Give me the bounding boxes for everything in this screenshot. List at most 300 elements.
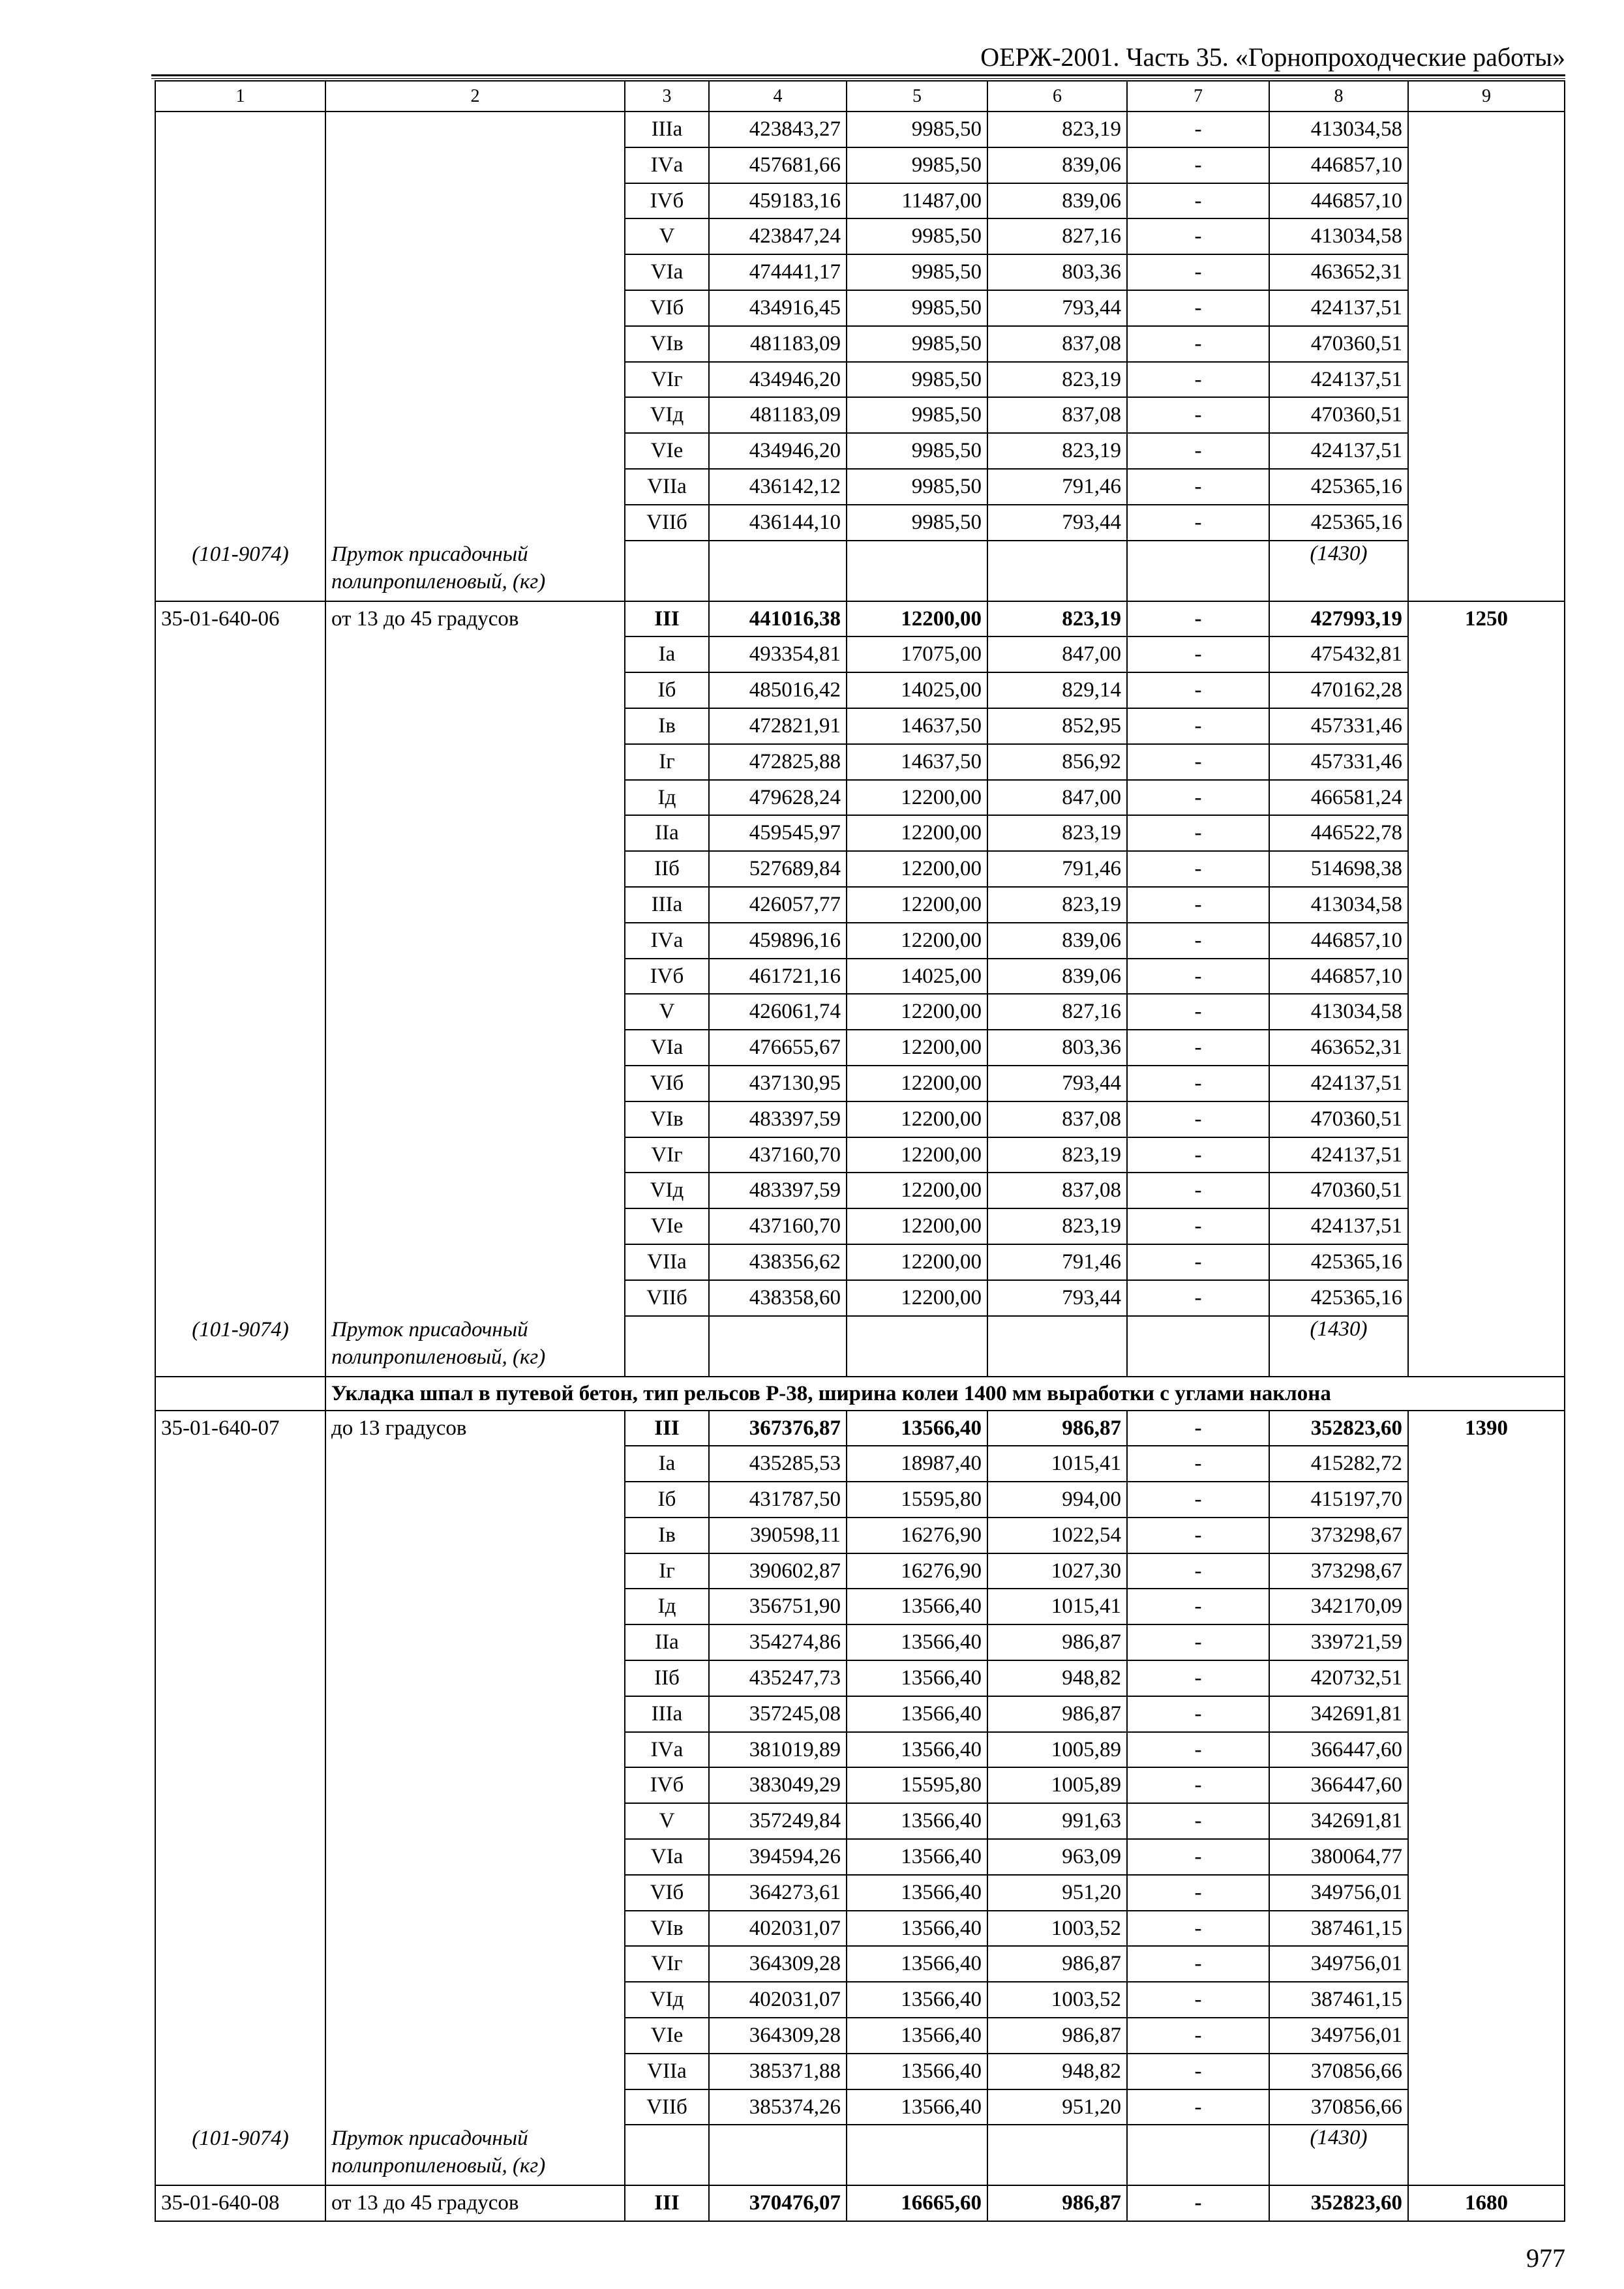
- column-number: 1: [155, 81, 325, 112]
- category-cell: VIIб: [625, 1280, 709, 1316]
- materials-cell: 457331,46: [1269, 744, 1408, 780]
- description-cell: [325, 469, 625, 505]
- description-cell: [325, 708, 625, 744]
- machine-cost-cell: 823,19: [987, 601, 1127, 637]
- labor-cell: [1408, 147, 1565, 183]
- total-cost-cell: 370476,07: [709, 2185, 847, 2221]
- driver-wage-cell: -: [1127, 780, 1269, 816]
- labor-cell: [1408, 1030, 1565, 1066]
- machine-cost-cell: 951,20: [987, 2089, 1127, 2125]
- category-cell: IIIа: [625, 112, 709, 147]
- machine-cost-cell: 823,19: [987, 815, 1127, 851]
- code-cell: [155, 1767, 325, 1803]
- machine-cost-cell: 837,08: [987, 1173, 1127, 1208]
- wage-cell: 9985,50: [847, 147, 987, 183]
- labor-cell: [1408, 923, 1565, 959]
- machine-cost-cell: 986,87: [987, 1624, 1127, 1660]
- code-cell: [155, 780, 325, 816]
- description-cell: [325, 1767, 625, 1803]
- code-cell: [155, 1982, 325, 2018]
- materials-cell: 446857,10: [1269, 959, 1408, 995]
- description-cell: [325, 1066, 625, 1101]
- description-cell: [325, 780, 625, 816]
- labor-cell: [1408, 1803, 1565, 1839]
- wage-cell: 15595,80: [847, 1482, 987, 1518]
- code-cell: [155, 112, 325, 147]
- column-number: 7: [1127, 81, 1269, 112]
- header-rule-thin: [151, 78, 1565, 79]
- total-cost-cell: 434916,45: [709, 290, 847, 326]
- machine-cost-cell: 827,16: [987, 218, 1127, 254]
- driver-wage-cell: -: [1127, 1911, 1269, 1947]
- wage-cell: 13566,40: [847, 1660, 987, 1696]
- table-row: [155, 1137, 1565, 1173]
- table-row: [155, 112, 1565, 147]
- labor-cell: [1408, 708, 1565, 744]
- materials-cell: 413034,58: [1269, 112, 1408, 147]
- code-cell: [155, 1553, 325, 1589]
- driver-wage-cell: -: [1127, 636, 1269, 672]
- driver-wage-cell: -: [1127, 672, 1269, 708]
- total-cost-cell: 438356,62: [709, 1244, 847, 1280]
- material-note-row: [155, 1316, 1565, 1377]
- machine-cost-cell: 994,00: [987, 1482, 1127, 1518]
- driver-wage-cell: -: [1127, 994, 1269, 1030]
- wage-cell: 14637,50: [847, 708, 987, 744]
- table-row-main: [155, 2185, 1565, 2221]
- wage-cell: 9985,50: [847, 290, 987, 326]
- code-cell: [155, 1280, 325, 1316]
- total-cost-cell: 423843,27: [709, 112, 847, 147]
- materials-cell: 415282,72: [1269, 1446, 1408, 1482]
- driver-wage-cell: -: [1127, 397, 1269, 433]
- wage-cell: 9985,50: [847, 218, 987, 254]
- machine-cost-cell: 963,09: [987, 1839, 1127, 1875]
- machine-cost-cell: 948,82: [987, 1660, 1127, 1696]
- labor-cell: [1408, 254, 1565, 290]
- driver-wage-cell: -: [1127, 290, 1269, 326]
- table-row: [155, 1839, 1565, 1875]
- category-cell: VIв: [625, 1101, 709, 1137]
- labor-cell: [1408, 397, 1565, 433]
- driver-wage-cell: -: [1127, 851, 1269, 887]
- wage-cell: 9985,50: [847, 469, 987, 505]
- description-cell: [325, 994, 625, 1030]
- table-row: [155, 1589, 1565, 1624]
- category-cell: IIIа: [625, 887, 709, 923]
- wage-cell: 14025,00: [847, 672, 987, 708]
- materials-cell: 470360,51: [1269, 326, 1408, 362]
- machine-cost-cell: 951,20: [987, 1875, 1127, 1911]
- material-consumption-cell: (1430): [1269, 2125, 1408, 2185]
- driver-wage-cell: -: [1127, 1518, 1269, 1553]
- materials-cell: 446857,10: [1269, 923, 1408, 959]
- category-cell: IVа: [625, 1732, 709, 1768]
- materials-cell: 466581,24: [1269, 780, 1408, 816]
- code-cell: [155, 1446, 325, 1482]
- total-cost-cell: 457681,66: [709, 147, 847, 183]
- materials-cell: 349756,01: [1269, 1875, 1408, 1911]
- driver-wage-cell: -: [1127, 1066, 1269, 1101]
- table-row: [155, 1875, 1565, 1911]
- wage-cell: 9985,50: [847, 362, 987, 398]
- category-cell: III: [625, 601, 709, 637]
- materials-cell: 370856,66: [1269, 2089, 1408, 2125]
- total-cost-cell: 438358,60: [709, 1280, 847, 1316]
- code-cell: [155, 959, 325, 995]
- machine-cost-cell: 948,82: [987, 2054, 1127, 2089]
- description-cell: [325, 1137, 625, 1173]
- labor-cell: [1408, 505, 1565, 541]
- category-cell: Iв: [625, 708, 709, 744]
- wage-cell: 9985,50: [847, 326, 987, 362]
- labor-cell: [1408, 1208, 1565, 1244]
- category-cell: Iб: [625, 1482, 709, 1518]
- code-cell: [155, 1946, 325, 1982]
- code-cell: [155, 1244, 325, 1280]
- total-cost-cell: 459896,16: [709, 923, 847, 959]
- material-consumption-cell: (1430): [1269, 1316, 1408, 1377]
- code-cell: [155, 815, 325, 851]
- category-cell: VIIб: [625, 505, 709, 541]
- table-row: [155, 780, 1565, 816]
- category-cell: III: [625, 1411, 709, 1446]
- code-cell: [155, 362, 325, 398]
- driver-wage-cell: -: [1127, 1446, 1269, 1482]
- table-row: [155, 1446, 1565, 1482]
- machine-cost-cell: 823,19: [987, 112, 1127, 147]
- machine-cost-cell: 1022,54: [987, 1518, 1127, 1553]
- machine-cost-cell: 791,46: [987, 851, 1127, 887]
- table-row: [155, 1911, 1565, 1947]
- materials-cell: 349756,01: [1269, 2018, 1408, 2054]
- wage-cell: 9985,50: [847, 433, 987, 469]
- labor-cell: [1408, 1732, 1565, 1768]
- total-cost-cell: 437160,70: [709, 1137, 847, 1173]
- labor-cell: [1408, 780, 1565, 816]
- total-cost-cell: 474441,17: [709, 254, 847, 290]
- wage-cell: 16665,60: [847, 2185, 987, 2221]
- material-note-row: [155, 541, 1565, 601]
- column-number: 2: [325, 81, 625, 112]
- category-cell: VIа: [625, 1030, 709, 1066]
- driver-wage-cell: -: [1127, 1589, 1269, 1624]
- driver-wage-cell: -: [1127, 147, 1269, 183]
- table-row: [155, 1482, 1565, 1518]
- table-row: [155, 1803, 1565, 1839]
- category-cell: Iд: [625, 1589, 709, 1624]
- wage-cell: 12200,00: [847, 601, 987, 637]
- materials-cell: 463652,31: [1269, 1030, 1408, 1066]
- description-cell: [325, 1244, 625, 1280]
- table-row: [155, 994, 1565, 1030]
- category-cell: VIб: [625, 1066, 709, 1101]
- materials-cell: 427993,19: [1269, 601, 1408, 637]
- description-cell: [325, 923, 625, 959]
- materials-cell: 470360,51: [1269, 1173, 1408, 1208]
- wage-cell: 13566,40: [847, 2018, 987, 2054]
- total-cost-cell: 436144,10: [709, 505, 847, 541]
- code-cell: [155, 2089, 325, 2125]
- labor-cell: [1408, 851, 1565, 887]
- wage-cell: 16276,90: [847, 1553, 987, 1589]
- total-cost-cell: 402031,07: [709, 1982, 847, 2018]
- driver-wage-cell: -: [1127, 1411, 1269, 1446]
- column-number: 4: [709, 81, 847, 112]
- table-row: [155, 1066, 1565, 1101]
- machine-cost-cell: 1003,52: [987, 1911, 1127, 1947]
- wage-cell: 14025,00: [847, 959, 987, 995]
- wage-cell: 15595,80: [847, 1767, 987, 1803]
- driver-wage-cell: -: [1127, 362, 1269, 398]
- code-cell: [155, 1208, 325, 1244]
- code-cell: [155, 1518, 325, 1553]
- machine-cost-cell: 823,19: [987, 1208, 1127, 1244]
- total-cost-cell: 385371,88: [709, 2054, 847, 2089]
- description-cell: [325, 2089, 625, 2125]
- category-cell: V: [625, 218, 709, 254]
- wage-cell: 13566,40: [847, 1911, 987, 1947]
- driver-wage-cell: -: [1127, 183, 1269, 219]
- labor-cell: [1408, 2054, 1565, 2089]
- machine-cost-cell: 793,44: [987, 1280, 1127, 1316]
- wage-cell: 13566,40: [847, 1875, 987, 1911]
- description-cell: [325, 1518, 625, 1553]
- labor-cell: [1408, 1875, 1565, 1911]
- code-cell: [155, 1137, 325, 1173]
- wage-cell: 9985,50: [847, 254, 987, 290]
- total-cost-cell: 481183,09: [709, 326, 847, 362]
- category-cell: IIа: [625, 815, 709, 851]
- wage-cell: 13566,40: [847, 1589, 987, 1624]
- description-cell: [325, 1446, 625, 1482]
- code-cell: [155, 923, 325, 959]
- category-cell: VIIа: [625, 469, 709, 505]
- labor-cell: [1408, 2125, 1565, 2185]
- driver-wage-cell: -: [1127, 923, 1269, 959]
- driver-wage-cell: -: [1127, 2089, 1269, 2125]
- wage-cell: 12200,00: [847, 1030, 987, 1066]
- empty-cell: [987, 2125, 1127, 2185]
- table-row: [155, 1173, 1565, 1208]
- code-cell: [155, 218, 325, 254]
- code-cell: 35-01-640-06: [155, 601, 325, 637]
- machine-cost-cell: 823,19: [987, 362, 1127, 398]
- table-row: [155, 1101, 1565, 1137]
- code-cell: [155, 887, 325, 923]
- price-table-body: [155, 81, 1565, 2221]
- table-row: [155, 147, 1565, 183]
- table-row: [155, 959, 1565, 995]
- category-cell: IIб: [625, 851, 709, 887]
- code-cell: [155, 1173, 325, 1208]
- machine-cost-cell: 791,46: [987, 469, 1127, 505]
- category-cell: VIб: [625, 290, 709, 326]
- machine-cost-cell: 803,36: [987, 1030, 1127, 1066]
- column-number: 3: [625, 81, 709, 112]
- category-cell: V: [625, 1803, 709, 1839]
- wage-cell: 9985,50: [847, 397, 987, 433]
- materials-cell: 387461,15: [1269, 1911, 1408, 1947]
- code-cell: [155, 1875, 325, 1911]
- category-cell: VIг: [625, 1137, 709, 1173]
- table-row: [155, 1660, 1565, 1696]
- wage-cell: 11487,00: [847, 183, 987, 219]
- category-cell: III: [625, 2185, 709, 2221]
- labor-cell: [1408, 1767, 1565, 1803]
- code-cell: [155, 1101, 325, 1137]
- total-cost-cell: 436142,12: [709, 469, 847, 505]
- wage-cell: 12200,00: [847, 851, 987, 887]
- materials-cell: 370856,66: [1269, 2054, 1408, 2089]
- materials-cell: 457331,46: [1269, 708, 1408, 744]
- total-cost-cell: 357249,84: [709, 1803, 847, 1839]
- table-row: [155, 1946, 1565, 1982]
- table-row: [155, 218, 1565, 254]
- category-cell: VIд: [625, 397, 709, 433]
- code-cell: [155, 1803, 325, 1839]
- wage-cell: 12200,00: [847, 780, 987, 816]
- wage-cell: 12200,00: [847, 994, 987, 1030]
- machine-cost-cell: 839,06: [987, 183, 1127, 219]
- description-cell: [325, 1982, 625, 2018]
- total-cost-cell: 493354,81: [709, 636, 847, 672]
- category-cell: IVб: [625, 1767, 709, 1803]
- code-cell: [155, 1696, 325, 1732]
- code-cell: [155, 397, 325, 433]
- code-cell: [155, 636, 325, 672]
- category-cell: VIIа: [625, 2054, 709, 2089]
- code-cell: [155, 1482, 325, 1518]
- driver-wage-cell: -: [1127, 1101, 1269, 1137]
- description-cell: [325, 1482, 625, 1518]
- driver-wage-cell: -: [1127, 326, 1269, 362]
- table-row: [155, 1244, 1565, 1280]
- materials-cell: 446522,78: [1269, 815, 1408, 851]
- total-cost-cell: 472825,88: [709, 744, 847, 780]
- total-cost-cell: 394594,26: [709, 1839, 847, 1875]
- total-cost-cell: 483397,59: [709, 1101, 847, 1137]
- total-cost-cell: 479628,24: [709, 780, 847, 816]
- wage-cell: 13566,40: [847, 1946, 987, 1982]
- materials-cell: 463652,31: [1269, 254, 1408, 290]
- wage-cell: 17075,00: [847, 636, 987, 672]
- wage-cell: 12200,00: [847, 1066, 987, 1101]
- wage-cell: 12200,00: [847, 1137, 987, 1173]
- description-cell: [325, 218, 625, 254]
- code-cell: [155, 254, 325, 290]
- description-cell: от 13 до 45 градусов: [325, 2185, 625, 2221]
- description-cell: [325, 2054, 625, 2089]
- driver-wage-cell: -: [1127, 1696, 1269, 1732]
- machine-cost-cell: 793,44: [987, 1066, 1127, 1101]
- total-cost-cell: 364309,28: [709, 1946, 847, 1982]
- code-cell: [155, 290, 325, 326]
- materials-cell: 446857,10: [1269, 183, 1408, 219]
- table-row: [155, 1982, 1565, 2018]
- machine-cost-cell: 837,08: [987, 1101, 1127, 1137]
- labor-cell: [1408, 1518, 1565, 1553]
- column-number: 6: [987, 81, 1127, 112]
- labor-cell: [1408, 1244, 1565, 1280]
- code-cell: [155, 1030, 325, 1066]
- machine-cost-cell: 791,46: [987, 1244, 1127, 1280]
- table-row-main: [155, 1411, 1565, 1446]
- header-rule-thick: [151, 74, 1565, 76]
- materials-cell: 387461,15: [1269, 1982, 1408, 2018]
- description-cell: [325, 1803, 625, 1839]
- table-row: [155, 636, 1565, 672]
- labor-cell: [1408, 1482, 1565, 1518]
- description-cell: [325, 1911, 625, 1947]
- table-row: [155, 2089, 1565, 2125]
- description-cell: от 13 до 45 градусов: [325, 601, 625, 637]
- wage-cell: 14637,50: [847, 744, 987, 780]
- driver-wage-cell: -: [1127, 815, 1269, 851]
- labor-cell: [1408, 541, 1565, 601]
- wage-cell: 18987,40: [847, 1446, 987, 1482]
- total-cost-cell: 481183,09: [709, 397, 847, 433]
- total-cost-cell: 459183,16: [709, 183, 847, 219]
- category-cell: Iг: [625, 744, 709, 780]
- wage-cell: 9985,50: [847, 505, 987, 541]
- description-cell: [325, 112, 625, 147]
- code-cell: [155, 433, 325, 469]
- column-number: 5: [847, 81, 987, 112]
- table-row: [155, 254, 1565, 290]
- labor-cell: [1408, 218, 1565, 254]
- labor-cell: [1408, 744, 1565, 780]
- labor-cell: [1408, 994, 1565, 1030]
- code-cell: [155, 744, 325, 780]
- materials-cell: 425365,16: [1269, 505, 1408, 541]
- description-cell: [325, 887, 625, 923]
- empty-cell: [625, 1316, 709, 1377]
- description-cell: [325, 1946, 625, 1982]
- labor-cell: [1408, 1660, 1565, 1696]
- code-cell: [155, 1589, 325, 1624]
- code-cell: 35-01-640-08: [155, 2185, 325, 2221]
- category-cell: VIд: [625, 1173, 709, 1208]
- material-description-cell: Пруток присадочный полипропиленовый, (кг): [325, 541, 625, 601]
- wage-cell: 13566,40: [847, 1982, 987, 2018]
- total-cost-cell: 423847,24: [709, 218, 847, 254]
- empty-cell: [625, 2125, 709, 2185]
- description-cell: [325, 1839, 625, 1875]
- total-cost-cell: 434946,20: [709, 362, 847, 398]
- driver-wage-cell: -: [1127, 887, 1269, 923]
- empty-cell: [987, 541, 1127, 601]
- category-cell: VIа: [625, 254, 709, 290]
- machine-cost-cell: 839,06: [987, 959, 1127, 995]
- category-cell: VIе: [625, 2018, 709, 2054]
- code-cell: [155, 1624, 325, 1660]
- machine-cost-cell: 986,87: [987, 2185, 1127, 2221]
- labor-cell: [1408, 469, 1565, 505]
- labor-cell: [1408, 1589, 1565, 1624]
- labor-cell: [1408, 1446, 1565, 1482]
- wage-cell: 13566,40: [847, 1732, 987, 1768]
- machine-cost-cell: 823,19: [987, 433, 1127, 469]
- labor-cell: 1390: [1408, 1411, 1565, 1446]
- machine-cost-cell: 847,00: [987, 780, 1127, 816]
- materials-cell: 424137,51: [1269, 1208, 1408, 1244]
- table-row: [155, 1767, 1565, 1803]
- total-cost-cell: 383049,29: [709, 1767, 847, 1803]
- total-cost-cell: 356751,90: [709, 1589, 847, 1624]
- description-cell: [325, 1208, 625, 1244]
- total-cost-cell: 435247,73: [709, 1660, 847, 1696]
